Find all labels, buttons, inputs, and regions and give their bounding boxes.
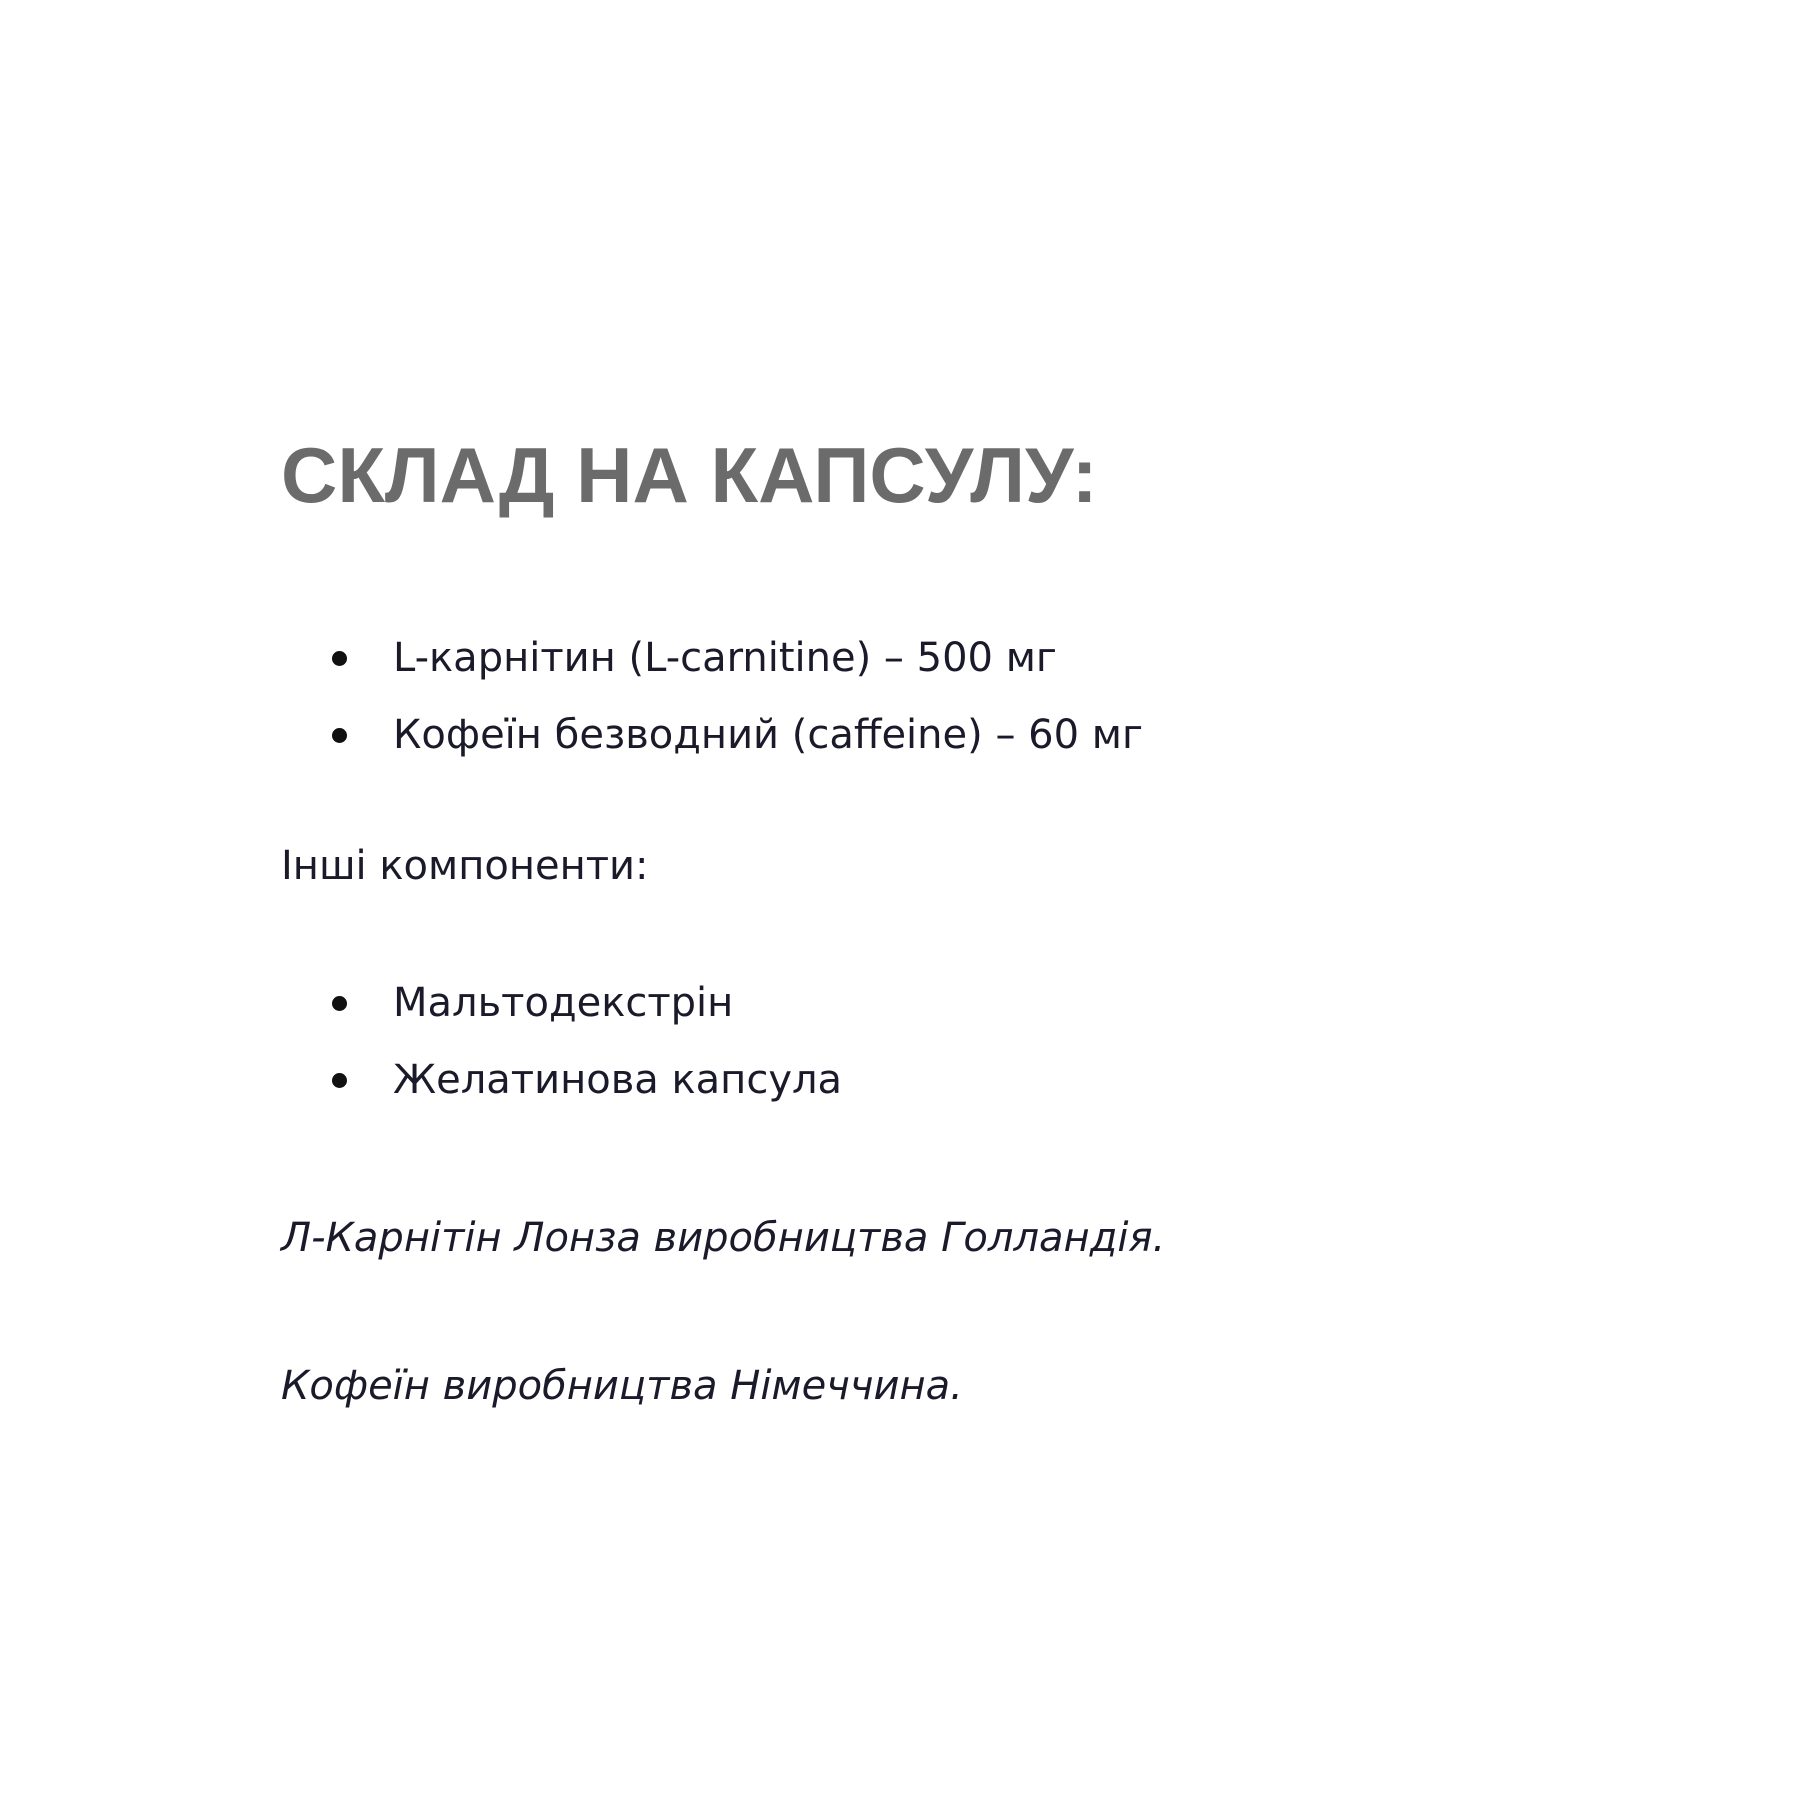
ingredient-text: L-карнітин (L-carnitine) – 500 мг	[393, 635, 1057, 681]
bullet-icon	[332, 728, 347, 743]
composition-heading: СКЛАД НА КАПСУЛУ:	[281, 431, 1098, 519]
origin-note-caffeine: Кофеїн виробництва Німеччина.	[281, 1363, 963, 1409]
bullet-icon	[332, 996, 347, 1011]
list-item	[281, 620, 1143, 697]
bullet-icon	[332, 1073, 347, 1088]
other-components-list	[281, 965, 842, 1119]
list-item	[281, 965, 842, 1042]
component-text: Мальтодекстрін	[393, 980, 734, 1026]
ingredient-text: Кофеїн безводний (caffeine) – 60 мг	[393, 712, 1143, 758]
ingredients-list	[281, 620, 1143, 774]
bullet-icon	[332, 651, 347, 666]
other-components-label: Інші компоненти:	[281, 843, 649, 889]
origin-note-carnitine: Л-Карнітін Лонза виробництва Голландія.	[281, 1215, 1166, 1261]
list-item	[281, 697, 1143, 774]
component-text: Желатинова капсула	[393, 1057, 843, 1103]
list-item	[281, 1042, 842, 1119]
